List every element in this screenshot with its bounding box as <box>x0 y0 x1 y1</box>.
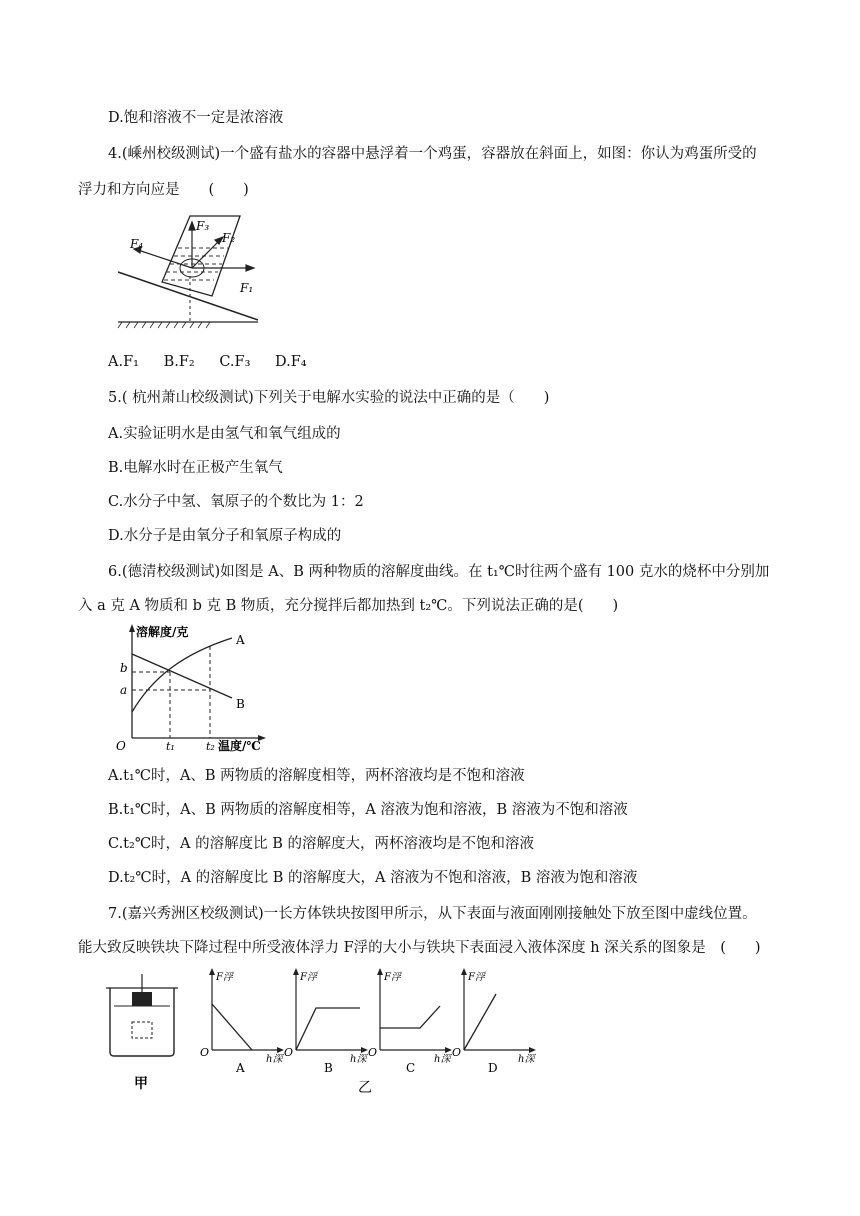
beaker-label: 甲 <box>134 1076 148 1092</box>
q4-option-b: B.F₂ <box>163 354 195 370</box>
curve-a-label: A <box>236 633 245 647</box>
graph-c-ylabel: F浮 <box>384 972 401 983</box>
graph-c-origin: O <box>368 1046 378 1059</box>
q4-option-a: A.F₁ <box>108 354 139 370</box>
group-label: 乙 <box>358 1080 372 1096</box>
graph-b-ylabel: F浮 <box>300 972 317 983</box>
q3-option-d: D.饱和溶液不一定是浓溶液 <box>108 110 284 126</box>
origin-label: O <box>116 739 126 753</box>
q4-stem-line2: 浮力和方向应是 ( ) <box>78 182 249 198</box>
a-value-label: a <box>120 683 128 697</box>
graph-a-xlabel: h深 <box>266 1054 283 1065</box>
q5-option-c: C.水分子中氢、氧原子的个数比为 1：2 <box>108 494 364 510</box>
q6-option-a: A.t₁℃时，A、B 两物质的溶解度相等，两杯溶液均是不饱和溶液 <box>108 768 525 784</box>
q6-stem-line1: 6.(德清校级测试)如图是 A、B 两种物质的溶解度曲线。在 t₁℃时往两个盛有 100 克水的烧杯中分别加 <box>108 564 770 580</box>
graph-a-ylabel: F浮 <box>216 972 233 983</box>
q6-option-c: C.t₂℃时，A 的溶解度比 B 的溶解度大，两杯溶液均是不饱和溶液 <box>108 836 534 852</box>
graph-b-origin: O <box>284 1046 294 1059</box>
b-value-label: b <box>120 661 128 675</box>
graph-d-label: D <box>488 1061 498 1075</box>
q5-option-a: A.实验证明水是由氢气和氧气组成的 <box>108 426 341 442</box>
t2-label: t₂ <box>206 740 215 753</box>
force-label-f1: F₁ <box>240 281 254 295</box>
y-axis-label: 溶解度/克 <box>136 625 189 639</box>
q7-figure <box>100 966 560 1100</box>
q4-option-c: C.F₃ <box>219 354 251 370</box>
t1-label: t₁ <box>166 740 175 753</box>
q6-option-b: B.t₁℃时，A、B 两物质的溶解度相等，A 溶液为饱和溶液，B 溶液为不饱和溶液 <box>108 802 628 818</box>
q4-option-d: D.F₄ <box>275 354 307 370</box>
graph-d-xlabel: h深 <box>518 1054 535 1065</box>
q7-stem-line2: 能大致反映铁块下降过程中所受液体浮力 F浮的大小与铁块下表面浸入液体深度 h 深关系的图象是 ( ) <box>78 940 761 956</box>
q7-stem-line1: 7.(嘉兴秀洲区校级测试)一长方体铁块按图甲所示，从下表面与液面刚刚接触处下放至图中虚线位置。 <box>108 906 757 922</box>
q6-stem-line2: 入 a 克 A 物质和 b 克 B 物质，充分搅拌后都加热到 t₂℃。下列说法正确的是( ) <box>78 598 619 614</box>
force-label-f4: F₄ <box>130 237 144 251</box>
graph-d-ylabel: F浮 <box>468 972 485 983</box>
beaker-diagram <box>106 974 178 1056</box>
graph-a-origin: O <box>200 1046 210 1059</box>
graph-b-xlabel: h深 <box>350 1054 367 1065</box>
q5-stem: 5.( 杭州萧山校级测试)下列关于电解水实验的说法中正确的是（ ) <box>108 390 550 406</box>
q5-option-b: B.电解水时在正极产生氧气 <box>108 460 283 476</box>
q5-option-d: D.水分子是由氧分子和氧原子构成的 <box>108 528 342 544</box>
graph-a-label: A <box>236 1061 245 1075</box>
graph-b-label: B <box>324 1061 333 1075</box>
graph-c-xlabel: h深 <box>434 1054 451 1065</box>
graph-d-origin: O <box>452 1046 462 1059</box>
curve-b-label: B <box>236 697 245 711</box>
x-axis-label: 温度/℃ <box>218 739 261 753</box>
q4-options <box>108 352 327 372</box>
q6-solubility-figure <box>112 620 282 758</box>
graph-c-label: C <box>406 1061 416 1075</box>
force-label-f2: F₂ <box>222 231 236 245</box>
q6-option-d: D.t₂℃时，A 的溶解度比 B 的溶解度大，A 溶液为不饱和溶液，B 溶液为饱和溶液 <box>108 870 638 886</box>
q4-stem-line1: 4.(嵊州校级测试)一个盛有盐水的容器中悬浮着一个鸡蛋，容器放在斜面上，如图：你认为鸡蛋所受的 <box>108 146 757 162</box>
q4-figure <box>112 212 272 340</box>
force-label-f3: F₃ <box>196 219 210 233</box>
